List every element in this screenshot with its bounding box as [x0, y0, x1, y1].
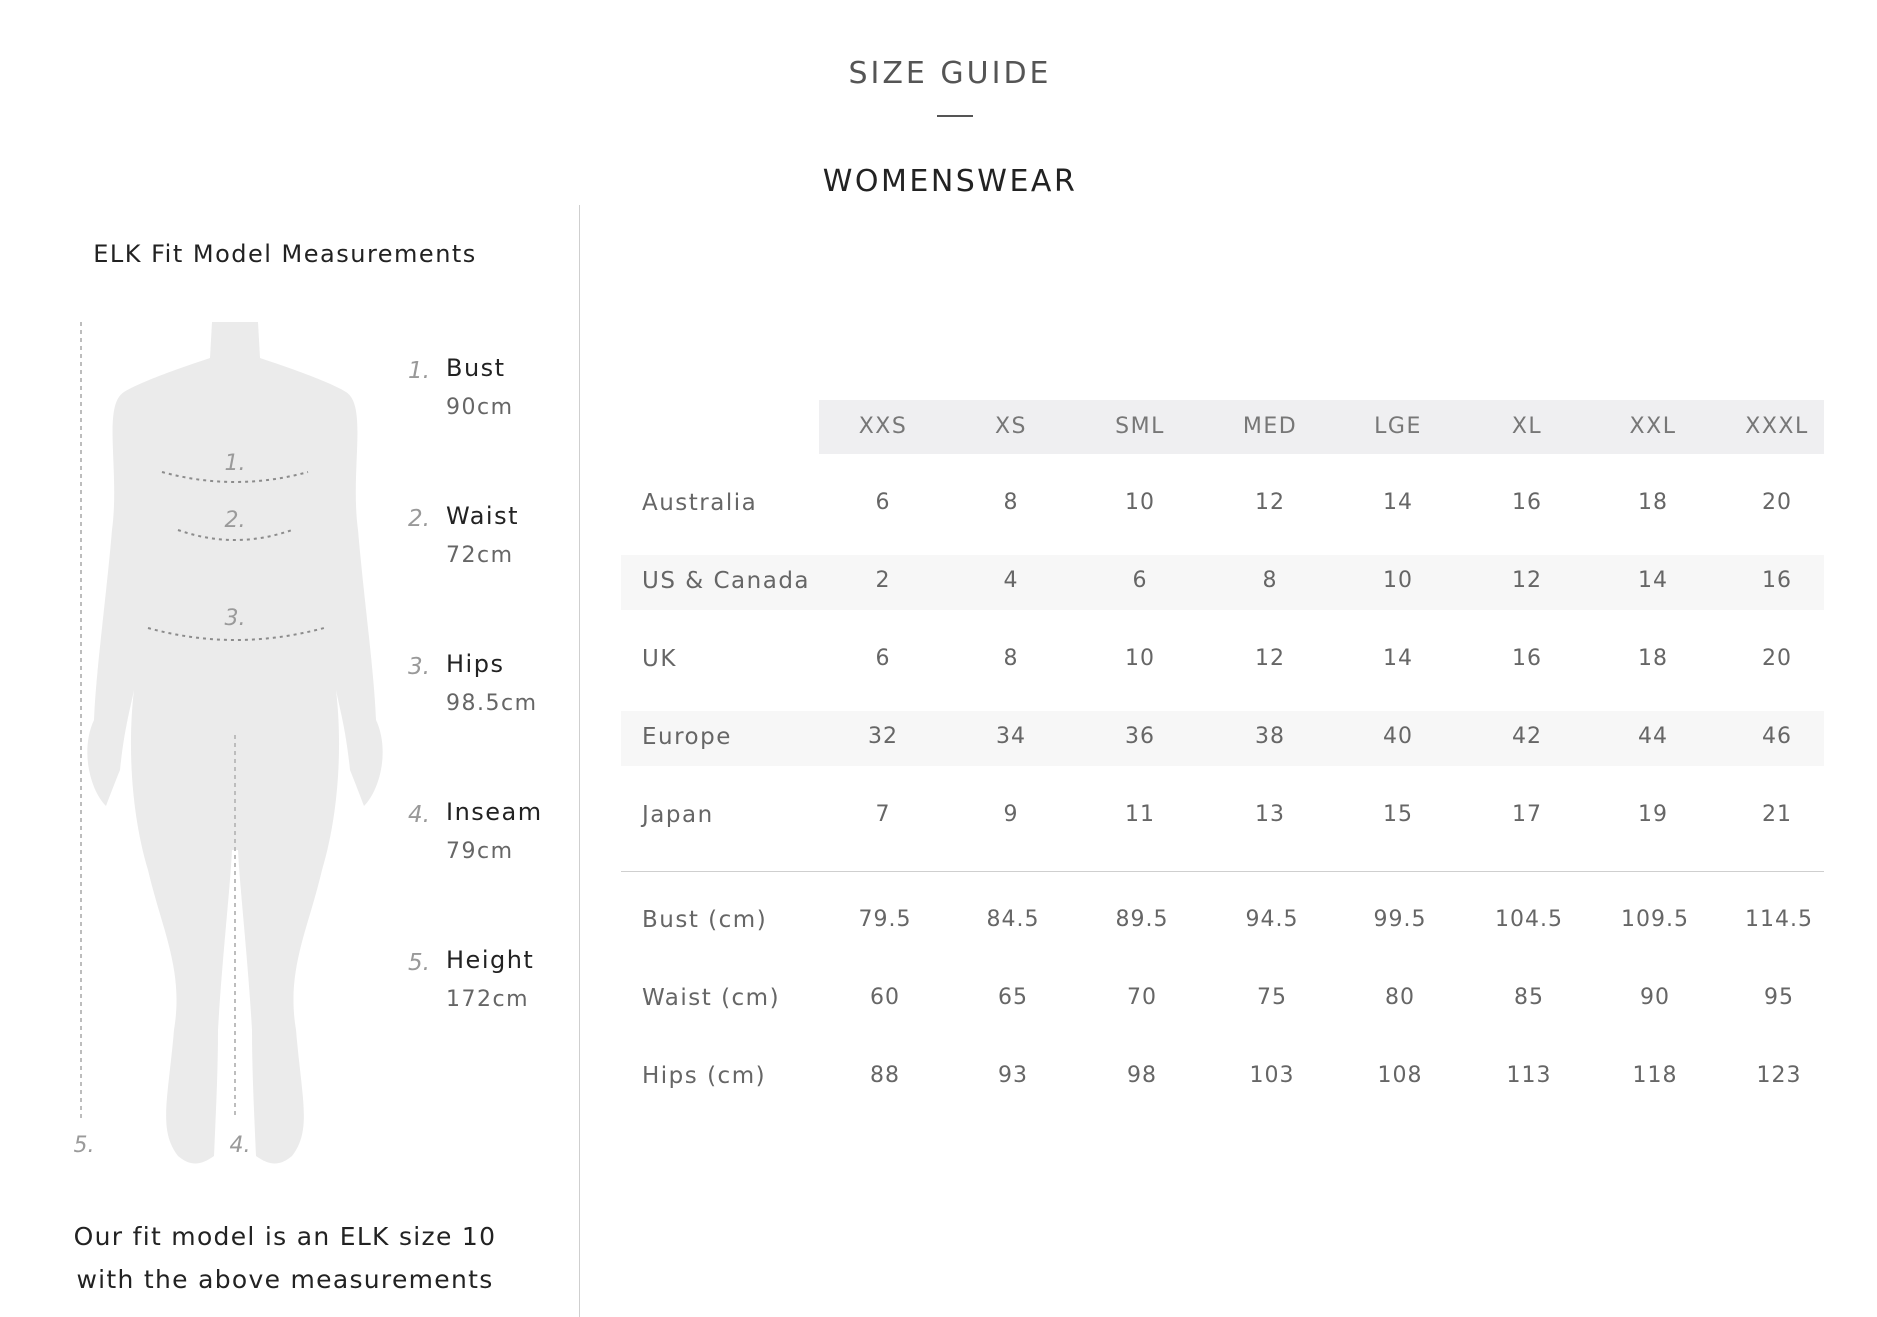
table-cell: 95 — [1764, 985, 1794, 1010]
table-cell: 93 — [998, 1063, 1028, 1088]
table-row-label: US & Canada — [642, 568, 811, 594]
table-cell: 6 — [875, 490, 891, 515]
table-cell: 10 — [1125, 490, 1155, 515]
size-header-cell: LGE — [1374, 414, 1422, 439]
table-cell: 42 — [1512, 724, 1542, 749]
measurement-name: Inseam — [446, 798, 543, 826]
table-cell: 18 — [1638, 490, 1668, 515]
measurement-value: 172cm — [446, 987, 530, 1012]
table-cell: 10 — [1125, 646, 1155, 671]
table-cell: 10 — [1383, 568, 1413, 593]
measurement-number: 3. — [408, 654, 430, 680]
table-cell: 17 — [1512, 802, 1542, 827]
table-cell: 109.5 — [1621, 907, 1689, 932]
table-row-label: Bust (cm) — [642, 907, 768, 933]
size-header-cell: XXXL — [1745, 414, 1809, 439]
table-row-label: Japan — [642, 802, 714, 828]
size-header-cell: MED — [1242, 414, 1298, 439]
table-cell: 6 — [875, 646, 891, 671]
table-row-label: Hips (cm) — [642, 1063, 767, 1089]
table-cell: 19 — [1638, 802, 1668, 827]
table-row-label: Europe — [642, 724, 732, 750]
body-silhouette-figure — [40, 310, 410, 1180]
table-cell: 15 — [1383, 802, 1413, 827]
table-cell: 14 — [1638, 568, 1668, 593]
table-cell: 113 — [1506, 1063, 1552, 1088]
table-cell: 16 — [1512, 490, 1542, 515]
table-cell: 84.5 — [986, 907, 1040, 932]
page-title: SIZE GUIDE — [848, 56, 1052, 91]
size-header-cell: XXL — [1629, 414, 1677, 439]
size-header-cell: SML — [1115, 414, 1165, 439]
table-cell: 89.5 — [1115, 907, 1169, 932]
table-cell: 123 — [1756, 1063, 1802, 1088]
table-cell: 14 — [1383, 646, 1413, 671]
table-cell: 12 — [1255, 490, 1285, 515]
measurement-number: 2. — [408, 506, 430, 532]
fit-model-note-line-2: with the above measurements — [76, 1265, 494, 1294]
table-cell: 21 — [1762, 802, 1792, 827]
table-cell: 36 — [1125, 724, 1155, 749]
measurement-name: Height — [446, 946, 535, 974]
table-cell: 88 — [870, 1063, 900, 1088]
measurement-number: 1. — [408, 358, 430, 384]
measurement-value: 90cm — [446, 395, 514, 420]
table-cell: 75 — [1257, 985, 1287, 1010]
table-cell: 114.5 — [1745, 907, 1813, 932]
table-cell: 34 — [996, 724, 1026, 749]
table-cell: 85 — [1514, 985, 1544, 1010]
table-cell: 38 — [1255, 724, 1285, 749]
table-cell: 99.5 — [1373, 907, 1427, 932]
fit-model-title: ELK Fit Model Measurements — [93, 240, 477, 268]
table-row-label: Waist (cm) — [642, 985, 781, 1011]
measurement-name: Bust — [446, 354, 506, 382]
figure-marker-4: 4. — [229, 1133, 251, 1158]
table-cell: 94.5 — [1245, 907, 1299, 932]
table-cell: 20 — [1762, 646, 1792, 671]
table-cell: 40 — [1383, 724, 1413, 749]
measurement-name: Hips — [446, 650, 505, 678]
table-cell: 6 — [1132, 568, 1148, 593]
table-cell: 70 — [1127, 985, 1157, 1010]
table-cell: 4 — [1003, 568, 1019, 593]
measurement-value: 98.5cm — [446, 691, 538, 716]
figure-marker-1: 1. — [224, 451, 246, 476]
section-heading: WOMENSWEAR — [822, 164, 1078, 199]
table-cell: 8 — [1003, 646, 1019, 671]
table-cell: 65 — [998, 985, 1028, 1010]
table-row-label: Australia — [642, 490, 758, 516]
figure-marker-5: 5. — [73, 1133, 95, 1158]
table-cell: 108 — [1377, 1063, 1423, 1088]
table-cell: 60 — [870, 985, 900, 1010]
table-cell: 104.5 — [1495, 907, 1563, 932]
table-cell: 46 — [1762, 724, 1792, 749]
measurement-number: 4. — [408, 802, 430, 828]
fit-model-note-line-1: Our fit model is an ELK size 10 — [73, 1222, 497, 1251]
size-header-cell: XL — [1511, 414, 1543, 439]
figure-marker-2: 2. — [224, 508, 246, 533]
table-cell: 11 — [1125, 802, 1155, 827]
table-cell: 32 — [868, 724, 898, 749]
table-cell: 12 — [1512, 568, 1542, 593]
table-row-label: UK — [642, 646, 677, 672]
table-cell: 9 — [1003, 802, 1019, 827]
table-cell: 44 — [1638, 724, 1668, 749]
table-cell: 13 — [1255, 802, 1285, 827]
table-cell: 7 — [875, 802, 891, 827]
table-cell: 8 — [1262, 568, 1278, 593]
figure-marker-3: 3. — [224, 606, 246, 631]
table-cell: 103 — [1249, 1063, 1295, 1088]
table-cell: 16 — [1512, 646, 1542, 671]
measurement-value: 79cm — [446, 839, 514, 864]
table-cell: 14 — [1383, 490, 1413, 515]
title-underline — [937, 115, 973, 117]
measurement-name: Waist — [446, 502, 519, 530]
table-cell: 2 — [875, 568, 891, 593]
size-header-cell: XXS — [858, 414, 908, 439]
size-header-cell: XS — [994, 414, 1028, 439]
table-cell: 8 — [1003, 490, 1019, 515]
table-cell: 18 — [1638, 646, 1668, 671]
table-cell: 16 — [1762, 568, 1792, 593]
measurement-number: 5. — [408, 950, 430, 976]
table-cell: 12 — [1255, 646, 1285, 671]
table-cell: 20 — [1762, 490, 1792, 515]
table-cell: 118 — [1632, 1063, 1678, 1088]
table-cell: 98 — [1127, 1063, 1157, 1088]
table-section-divider — [621, 871, 1824, 872]
table-cell: 80 — [1385, 985, 1415, 1010]
table-cell: 79.5 — [858, 907, 912, 932]
table-cell: 90 — [1640, 985, 1670, 1010]
column-divider — [579, 205, 580, 1317]
measurement-value: 72cm — [446, 543, 514, 568]
